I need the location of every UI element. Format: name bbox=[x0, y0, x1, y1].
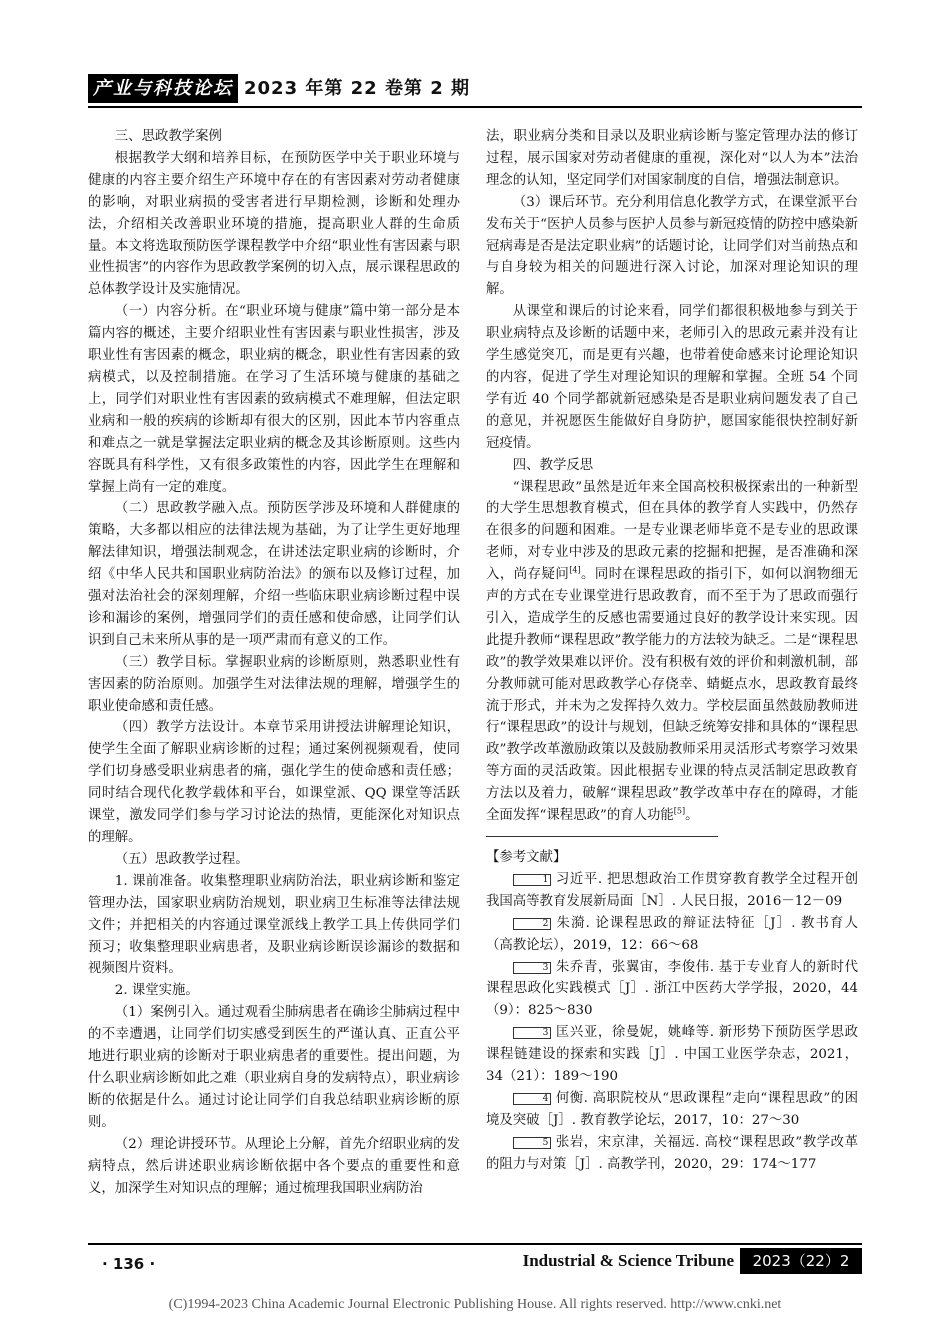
reference-number: 3 bbox=[513, 962, 552, 974]
paragraph-tail: 。 bbox=[685, 808, 699, 824]
reference-item bbox=[486, 1022, 858, 1088]
reference-text: 习近平. 把思想政治工作贯穿教育教学全过程开创我国高等教育发展新局面［N］. 人民日报，2016－12－09 bbox=[486, 871, 858, 909]
references-divider bbox=[486, 836, 718, 837]
paragraph-text-continued: 。同时在课程思政的指引下，如何以润物细无声的方式在专业课堂进行思政教育，而不至于为了思政而强行引入，造成学生的反感也需要通过良好的教学设计来实现。因此提升教师“课程思政”教学能力的方法较为缺乏。二是“课程思政”的教学效果难以评价。没有积极有效的评价和刺激机制，部分教师就可能对思政教学心存侥幸、蜻蜓点水，思政教育最终流于形式，并未为之发挥持久效力。学校层面虽然鼓励教师进行“课程思政”的设计与规划，但缺乏统筹安排和具体的“课程思政”教学改革激励政策以及鼓励教师采用灵活形式考察学习效果等方面的灵活政策。因此根据专业课的特点灵活制定思政教育方法以及着力，破解“课程思政”教学改革中存在的障碍，才能全面发挥“课程思政”的育人功能 bbox=[486, 567, 859, 824]
reference-text: 朱乔青，张翼宙，李俊伟. 基于专业育人的新时代课程思政化实践模式［J］. 浙江中医药大学学报，2020，44（9）：825～830 bbox=[486, 959, 858, 1019]
reference-item bbox=[486, 913, 858, 957]
footer-journal-name: Industrial & Science Tribune bbox=[522, 1251, 734, 1270]
references-list bbox=[486, 869, 858, 1176]
reference-item bbox=[486, 957, 858, 1023]
paragraph-text: （1）案例引入。通过观看尘肺病患者在确诊尘肺病过程中的不幸遭遇，让同学们切实感受到医生的严谨认真、正直公平地进行职业病的诊断对于职业病患者的重要性。提出问题，为什么职业病诊断如此之难（职业病自身的发病特点），职业病诊断的依据是什么。通过讨论让同学们自我总结职业病诊断的原则。 bbox=[88, 1005, 460, 1130]
paragraph bbox=[486, 455, 858, 477]
footer-issue-badge: 2023（22）2 bbox=[740, 1248, 862, 1274]
paragraph-text: 法，职业病分类和目录以及职业病诊断与鉴定管理办法的修订过程，展示国家对劳动者健康的重视，深化对“以人为本”法治理念的认知，坚定同学们对国家制度的自信，增强法制意识。 bbox=[486, 129, 858, 188]
reference-text: 张岩，宋京津，关福远. 高校“课程思政”教学改革的阻力与对策［J］. 高教学刊，2020，29：174～177 bbox=[486, 1134, 858, 1172]
paragraph bbox=[88, 871, 460, 981]
citation-marker: [5] bbox=[673, 806, 686, 816]
paragraph bbox=[88, 717, 460, 848]
paragraph-text: （3）课后环节。充分利用信息化教学方式，在课堂派平台发布关于“医护人员参与医护人员参与新冠疫情的防控中感染新冠病毒是否是法定职业病”的话题讨论，让同学们对当前热点和与自身较为相关的问题进行深入讨论，加深对理论知识的理解。 bbox=[486, 194, 858, 298]
left-column bbox=[88, 126, 460, 1199]
issue-info: 2023 年第 22 卷第 2 期 bbox=[244, 78, 471, 99]
paragraph-text: （二）思政教学融入点。预防医学涉及环境和人群健康的策略，大多都以相应的法律法规为基础，为了让学生更好地理解法律知识，增强法制观念，在讲述法定职业病的诊断时，介绍《中华人民共和国职业病防治法》的颁布以及修订过程，加强对法治社会的深刻理解，介绍一些临床职业病诊断过程中误诊和漏诊的案例，增强同学们的责任感和使命感，让同学们认识到自己未来所从事的是一项严肃而有意义的工作。 bbox=[88, 501, 460, 648]
paragraph-text: （三）教学目标。掌握职业病的诊断原则，熟悉职业性有害因素的防治原则。加强学生对法律法规的理解，增强学生的职业使命感和责任感。 bbox=[88, 654, 460, 714]
reference-item bbox=[486, 1088, 858, 1132]
paragraph bbox=[88, 148, 460, 301]
paragraph bbox=[486, 477, 858, 828]
reference-number: 2 bbox=[513, 918, 552, 930]
page-number: · 136 · bbox=[102, 1255, 156, 1273]
paragraph-text: 2. 课堂实施。 bbox=[114, 983, 199, 999]
reference-text: 匡兴亚，徐曼妮，姚峰等. 新形势下预防医学思政课程链建设的探索和实践［J］. 中国工业医学杂志，2021，34（21）：189～190 bbox=[486, 1025, 858, 1085]
paragraph bbox=[88, 652, 460, 718]
reference-text: 何衡. 高职院校从“思政课程”走向“课程思政”的困境及突破［J］. 教育教学论坛，2017，10：27～30 bbox=[486, 1090, 858, 1128]
reference-item bbox=[486, 869, 858, 913]
paragraph-text: （一）内容分析。在“职业环境与健康”篇中第一部分是本篇内容的概述，主要介绍职业性有害因素与职业性损害，涉及职业性有害因素的概念，职业病的概念，职业性有害因素的致病模式，以及控制措施。在学习了生活环境与健康的基础之上，同学们对职业性有害因素的致病模式不难理解，但法定职业病和一般的疾病的诊断却有很大的区别，因此本节内容重点和难点之一就是掌握法定职业病的概念及其诊断原则。这些内容既具有科学性，又有很多政策性的内容，因此学生在理解和掌握上尚有一定的难度。 bbox=[88, 304, 460, 495]
paragraph-text: 从课堂和课后的讨论来看，同学们都很积极地参与到关于职业病特点及诊断的话题中来，老师引入的思政元素并没有让学生感觉突兀，而是更有兴趣，也带着使命感来讨论理论知识的内容，促进了学生对理论知识的理解和掌握。全班 54 个同学有近 40 个同学都就新冠感染是否是职业病问题发表了自己的意见，并祝愿医生能做好自身防护，愿国家能很快控制好新冠疫情。 bbox=[486, 304, 858, 451]
reference-text: 朱漪. 论课程思政的辩证法特征［J］. 教书育人（高教论坛），2019，12：66～68 bbox=[486, 915, 858, 953]
references-title: 【参考文献】 bbox=[486, 850, 567, 865]
paragraph-text: （五）思政教学过程。 bbox=[114, 851, 249, 867]
paragraph bbox=[88, 498, 460, 651]
paragraph bbox=[88, 980, 460, 1002]
paragraph-text: “课程思政”虽然是近年来全国高校积极探索出的一种新型的大学生思想教育模式，但在具体的教学育人实践中，仍然存在很多的问题和困难。一是专业课老师毕竟不是专业的思政课老师，对专业中涉及的思政元素的挖掘和把握，是否准确和深入，尚存疑问 bbox=[486, 479, 858, 583]
paragraph-text: 四、教学反思 bbox=[512, 457, 594, 473]
paragraph bbox=[486, 126, 858, 192]
page-footer bbox=[88, 1243, 862, 1275]
paragraph-text: 根据教学大纲和培养目标，在预防医学中关于职业环境与健康的内容主要介绍生产环境中存在的有害因素对劳动者健康的影响，对职业病损的受害者进行早期检测，诊断和处理办法，介绍相关改善职业环境的措施，提高职业人群的生命质量。本文将选取预防医学课程教学中介绍“职业性有害因素与职业性损害”的内容作为思政教学案例的切入点，展示课程思政的总体教学设计及实施情况。 bbox=[88, 150, 460, 298]
journal-name-badge: 产业与科技论坛 bbox=[88, 74, 238, 103]
reference-number: 4 bbox=[513, 1093, 552, 1105]
paragraph bbox=[88, 126, 460, 148]
paragraph bbox=[88, 301, 460, 498]
reference-number: 3 bbox=[513, 1027, 552, 1039]
paragraph bbox=[88, 1002, 460, 1133]
reference-number: 5 bbox=[513, 1137, 552, 1149]
paragraph bbox=[486, 301, 858, 454]
reference-number: 1 bbox=[513, 874, 552, 886]
paragraph bbox=[88, 849, 460, 871]
paragraph-text: （四）教学方法设计。本章节采用讲授法讲解理论知识，使学生全面了解职业病诊断的过程；通过案例视频观看，使同学们切身感受职业病患者的痛，强化学生的使命感和责任感；同时结合现代化教学载体和平台，如课堂派、QQ 课堂等活跃课堂，激发同学们参与学习讨论法的热情，更能深化对知识点的理解。 bbox=[88, 720, 460, 845]
reference-item bbox=[486, 1132, 858, 1176]
paragraph-text: 1. 课前准备。收集整理职业病防治法，职业病诊断和鉴定管理办法，国家职业病防治规划，职业病卫生标准等法律法规文件；并把相关的内容通过课堂派线上教学工具上传供同学们预习；收集整理职业病患者，及职业病诊断误诊漏诊的数据和视频图片资料。 bbox=[88, 873, 460, 977]
citation-marker: [4] bbox=[569, 565, 581, 575]
right-column bbox=[486, 126, 858, 1176]
paragraph bbox=[486, 192, 858, 302]
copyright-notice: (C)1994-2023 China Academic Journal Electronic Publishing House. All rights reserved. http://www.cnki.net bbox=[168, 1297, 782, 1312]
paragraph-text: 三、思政教学案例 bbox=[114, 129, 222, 144]
page-header bbox=[88, 74, 862, 108]
paragraph bbox=[88, 1134, 460, 1200]
paragraph-text: （2）理论讲授环节。从理论上分解，首先介绍职业病的发病特点，然后讲述职业病诊断依据中各个要点的重要性和意义，加深学生对知识点的理解；通过梳理我国职业病防治 bbox=[88, 1136, 460, 1196]
